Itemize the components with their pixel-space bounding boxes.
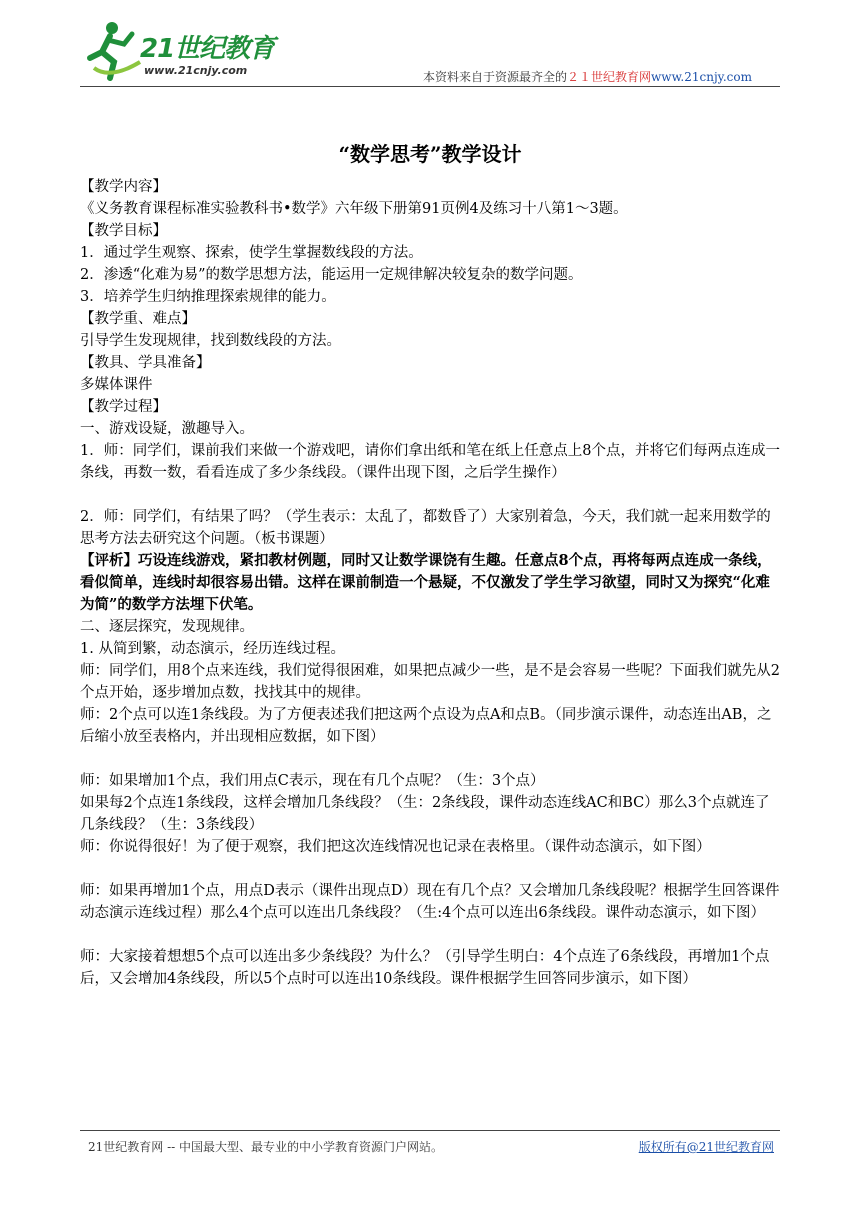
blank-line: [80, 924, 780, 946]
paragraph: 师：如果增加1个点，我们用点C表示，现在有几个点呢？（生：3个点）: [80, 773, 545, 789]
footer-divider: [80, 1130, 780, 1131]
copyright-link[interactable]: 版权所有@21世纪教育网: [638, 1140, 774, 1154]
paragraph: 2．渗透“化难为易”的数学思想方法，能运用一定规律解决较复杂的数学问题。: [80, 267, 583, 283]
header-note-site: ２１世纪教育网: [567, 70, 652, 84]
header-note: [423, 68, 752, 85]
header-note-url[interactable]: www.21cnjy.com: [651, 70, 752, 84]
paragraph: 师：同学们，用8个点来连线，我们觉得很困难，如果把点减少一些，是不是会容易一些呢？下面我们就先从2个点开始，逐步增加点数，找找其中的规律。: [80, 663, 780, 701]
paragraph: 《义务教育课程标准实验教科书•数学》六年级下册第91页例4及练习十八第1～3题。: [80, 201, 628, 217]
document-body: [80, 176, 780, 990]
commentary-paragraph: 【评析】巧设连线游戏，紧扣教材例题，同时又让数学课饶有生趣。任意点8个点，再将每两点连成一条线，看似简单，连线时却很容易出错。这样在课前制造一个悬疑，不仅激发了学生学习欲望，同时又为探究“化难为简”的数学方法埋下伏笔。: [80, 552, 772, 613]
paragraph: 1. 从简到繁，动态演示，经历连线过程。: [80, 641, 345, 657]
paragraph: 二、逐层探究，发现规律。: [80, 619, 254, 635]
paragraph: 如果每2个点连1条线段，这样会增加几条线段？（生：2条线段，课件动态连线AC和BC）那么3个点就连了几条线段？（生：3条线段）: [80, 795, 770, 833]
paragraph: 师：2个点可以连1条线段。为了方便表述我们把这两个点设为点A和点B。（同步演示课件，动态连出AB，之后缩小放至表格内，并出现相应数据，如下图）: [80, 707, 772, 745]
paragraph: 一、游戏设疑，激趣导入。: [80, 421, 254, 437]
blank-line: [80, 858, 780, 880]
logo-brand-text: 21世纪教育: [140, 34, 275, 64]
site-logo: [80, 18, 280, 82]
paragraph: 师：你说得很好！为了便于观察，我们把这次连线情况也记录在表格里。（课件动态演示，如下图）: [80, 839, 711, 855]
logo-url-text: www.21cnjy.com: [144, 64, 248, 77]
header-note-prefix: 本资料来自于资源最齐全的: [423, 70, 568, 84]
paragraph: 多媒体课件: [80, 377, 153, 393]
paragraph: 1．通过学生观察、探索，使学生掌握数线段的方法。: [80, 245, 423, 261]
section-heading: 【教学内容】: [80, 179, 167, 195]
paragraph: 引导学生发现规律，找到数线段的方法。: [80, 333, 341, 349]
page-header: [80, 18, 780, 88]
blank-line: [80, 484, 780, 506]
footer-text: 21世纪教育网 -- 中国最大型、最专业的中小学教育资源门户网站。: [88, 1140, 444, 1154]
document-title: “数学思考”教学设计: [338, 142, 522, 166]
paragraph: 师：大家接着想想5个点可以连出多少条线段？为什么？（引导学生明白：4个点连了6条线段，再增加1个点后，又会增加4条线段，所以5个点时可以连出10条线段。课件根据学生回答同步演示，如下图）: [80, 949, 770, 987]
section-heading: 【教学过程】: [80, 399, 167, 415]
section-heading: 【教学目标】: [80, 223, 167, 239]
paragraph: 3．培养学生归纳推理探索规律的能力。: [80, 289, 336, 305]
blank-line: [80, 748, 780, 770]
header-divider: [80, 86, 780, 87]
paragraph: 2．师：同学们，有结果了吗？（学生表示：太乱了，都数昏了）大家别着急，今天，我们就一起来用数学的思考方法去研究这个问题。（板书课题）: [80, 509, 771, 547]
section-heading: 【教学重、难点】: [80, 311, 196, 327]
paragraph: 师：如果再增加1个点，用点D表示（课件出现点D）现在有几个点？又会增加几条线段呢？根据学生回答课件动态演示连线过程）那么4个点可以连出几条线段？（生:4个点可以连出6条线段。课件动态演示，如下图）: [80, 883, 780, 921]
paragraph: 1．师：同学们，课前我们来做一个游戏吧，请你们拿出纸和笔在纸上任意点上8个点，并将它们每两点连成一条线，再数一数，看看连成了多少条线段。（课件出现下图，之后学生操作）: [80, 443, 780, 481]
section-heading: 【教具、学具准备】: [80, 355, 211, 371]
